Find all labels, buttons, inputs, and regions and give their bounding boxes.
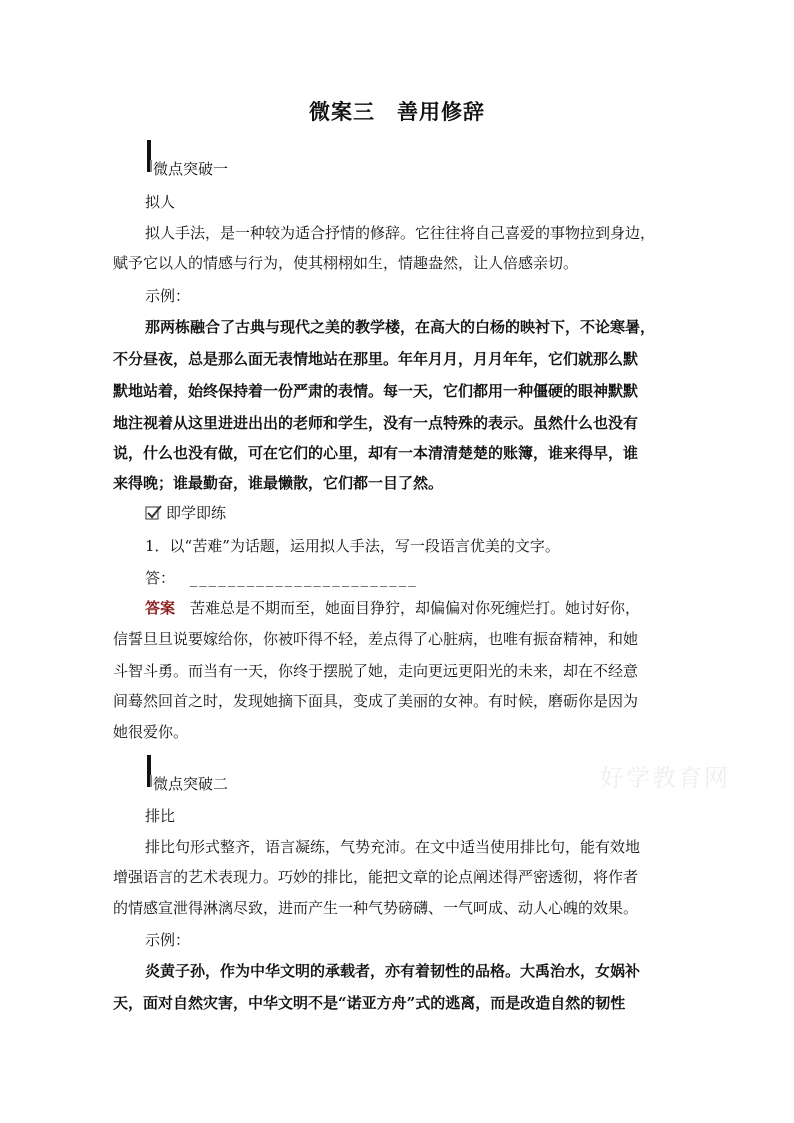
intro-line: 赋予它以人的情感与行为，使其栩栩如生，情趣盎然，让人倍感亲切。 bbox=[113, 254, 579, 272]
answer-line: 她很爱你。 bbox=[113, 723, 189, 741]
section-heading-text: 微点突破二 bbox=[153, 775, 229, 793]
section-marker-accent bbox=[150, 160, 152, 172]
watermark: 好学教育网 bbox=[600, 764, 730, 792]
example-line: 地注视着从这里进进出出的老师和学生，没有一点特殊的表示。虽然什么也没有 bbox=[113, 414, 639, 432]
checkmark-icon bbox=[145, 505, 163, 521]
intro-line: 的情感宣泄得淋漓尽致，进而产生一种气势磅礴、一气呵成、动人心魄的效果。 bbox=[113, 899, 639, 917]
example-line: 炎黄子孙，作为中华文明的承载者，亦有着韧性的品格。大禹治水，女娲补 bbox=[145, 962, 641, 980]
answer-line bbox=[145, 593, 640, 623]
intro-line: 拟人手法，是一种较为适合抒情的修辞。它往往将自己喜爱的事物拉到身边， bbox=[145, 224, 656, 242]
intro-line: 排比句形式整齐，语言凝练，气势充沛。在文中适当使用排比句，能有效地 bbox=[145, 838, 641, 856]
example-label: 示例： bbox=[145, 287, 191, 305]
example-label: 示例： bbox=[145, 931, 191, 949]
answer-prompt: 答： bbox=[145, 569, 176, 587]
answer-text: 苦难总是不期而至，她面目狰狞，却偏偏对你死缠烂打。她讨好你， bbox=[175, 599, 641, 617]
section-heading-text: 微点突破一 bbox=[153, 160, 229, 178]
subheading-parallelism: 排比 bbox=[145, 807, 176, 825]
page-title: 微案三 善用修辞 bbox=[309, 99, 485, 124]
answer-blank: ________________________ bbox=[189, 569, 418, 587]
subheading-personification: 拟人 bbox=[145, 193, 176, 211]
practice-label: 即学即练 bbox=[166, 504, 227, 522]
section-marker-accent bbox=[150, 775, 152, 787]
example-line: 天，面对自然灾害，中华文明不是“诺亚方舟”式的逃离，而是改造自然的韧性 bbox=[113, 994, 626, 1012]
example-line: 来得晚；谁最勤奋，谁最懒散，它们都一目了然。 bbox=[113, 474, 444, 492]
answer-line: 斗智斗勇。而当有一天，你终于摆脱了她，走向更远更阳光的未来，却在不经意 bbox=[113, 662, 639, 680]
example-line: 不分昼夜，总是那么面无表情地站在那里。年年月月，月月年年，它们就那么默 bbox=[113, 350, 639, 368]
example-line: 那两栋融合了古典与现代之美的教学楼，在高大的白杨的映衬下，不论寒暑， bbox=[145, 318, 656, 336]
question-text: 1．以“苦难”为话题，运用拟人手法，写一段语言优美的文字。 bbox=[145, 537, 560, 555]
intro-line: 增强语言的艺术表现力。巧妙的排比，能把文章的论点阐述得严密透彻，将作者 bbox=[113, 868, 639, 886]
answer-line: 信誓旦旦说要嫁给你，你被吓得不轻，差点得了心脏病，也唯有振奋精神，和她 bbox=[113, 630, 639, 648]
answer-tag: 答案 bbox=[145, 599, 176, 617]
answer-line: 间蓦然回首之时，发现她摘下面具，变成了美丽的女神。有时候，磨砺你是因为 bbox=[113, 692, 639, 710]
example-line: 默地站着，始终保持着一份严肃的表情。每一天，它们都用一种僵硬的眼神默默 bbox=[113, 382, 639, 400]
example-line: 说，什么也没有做，可在它们的心里，却有一本清清楚楚的账簿，谁来得早，谁 bbox=[113, 444, 639, 462]
answer-prompt-line bbox=[145, 563, 418, 593]
